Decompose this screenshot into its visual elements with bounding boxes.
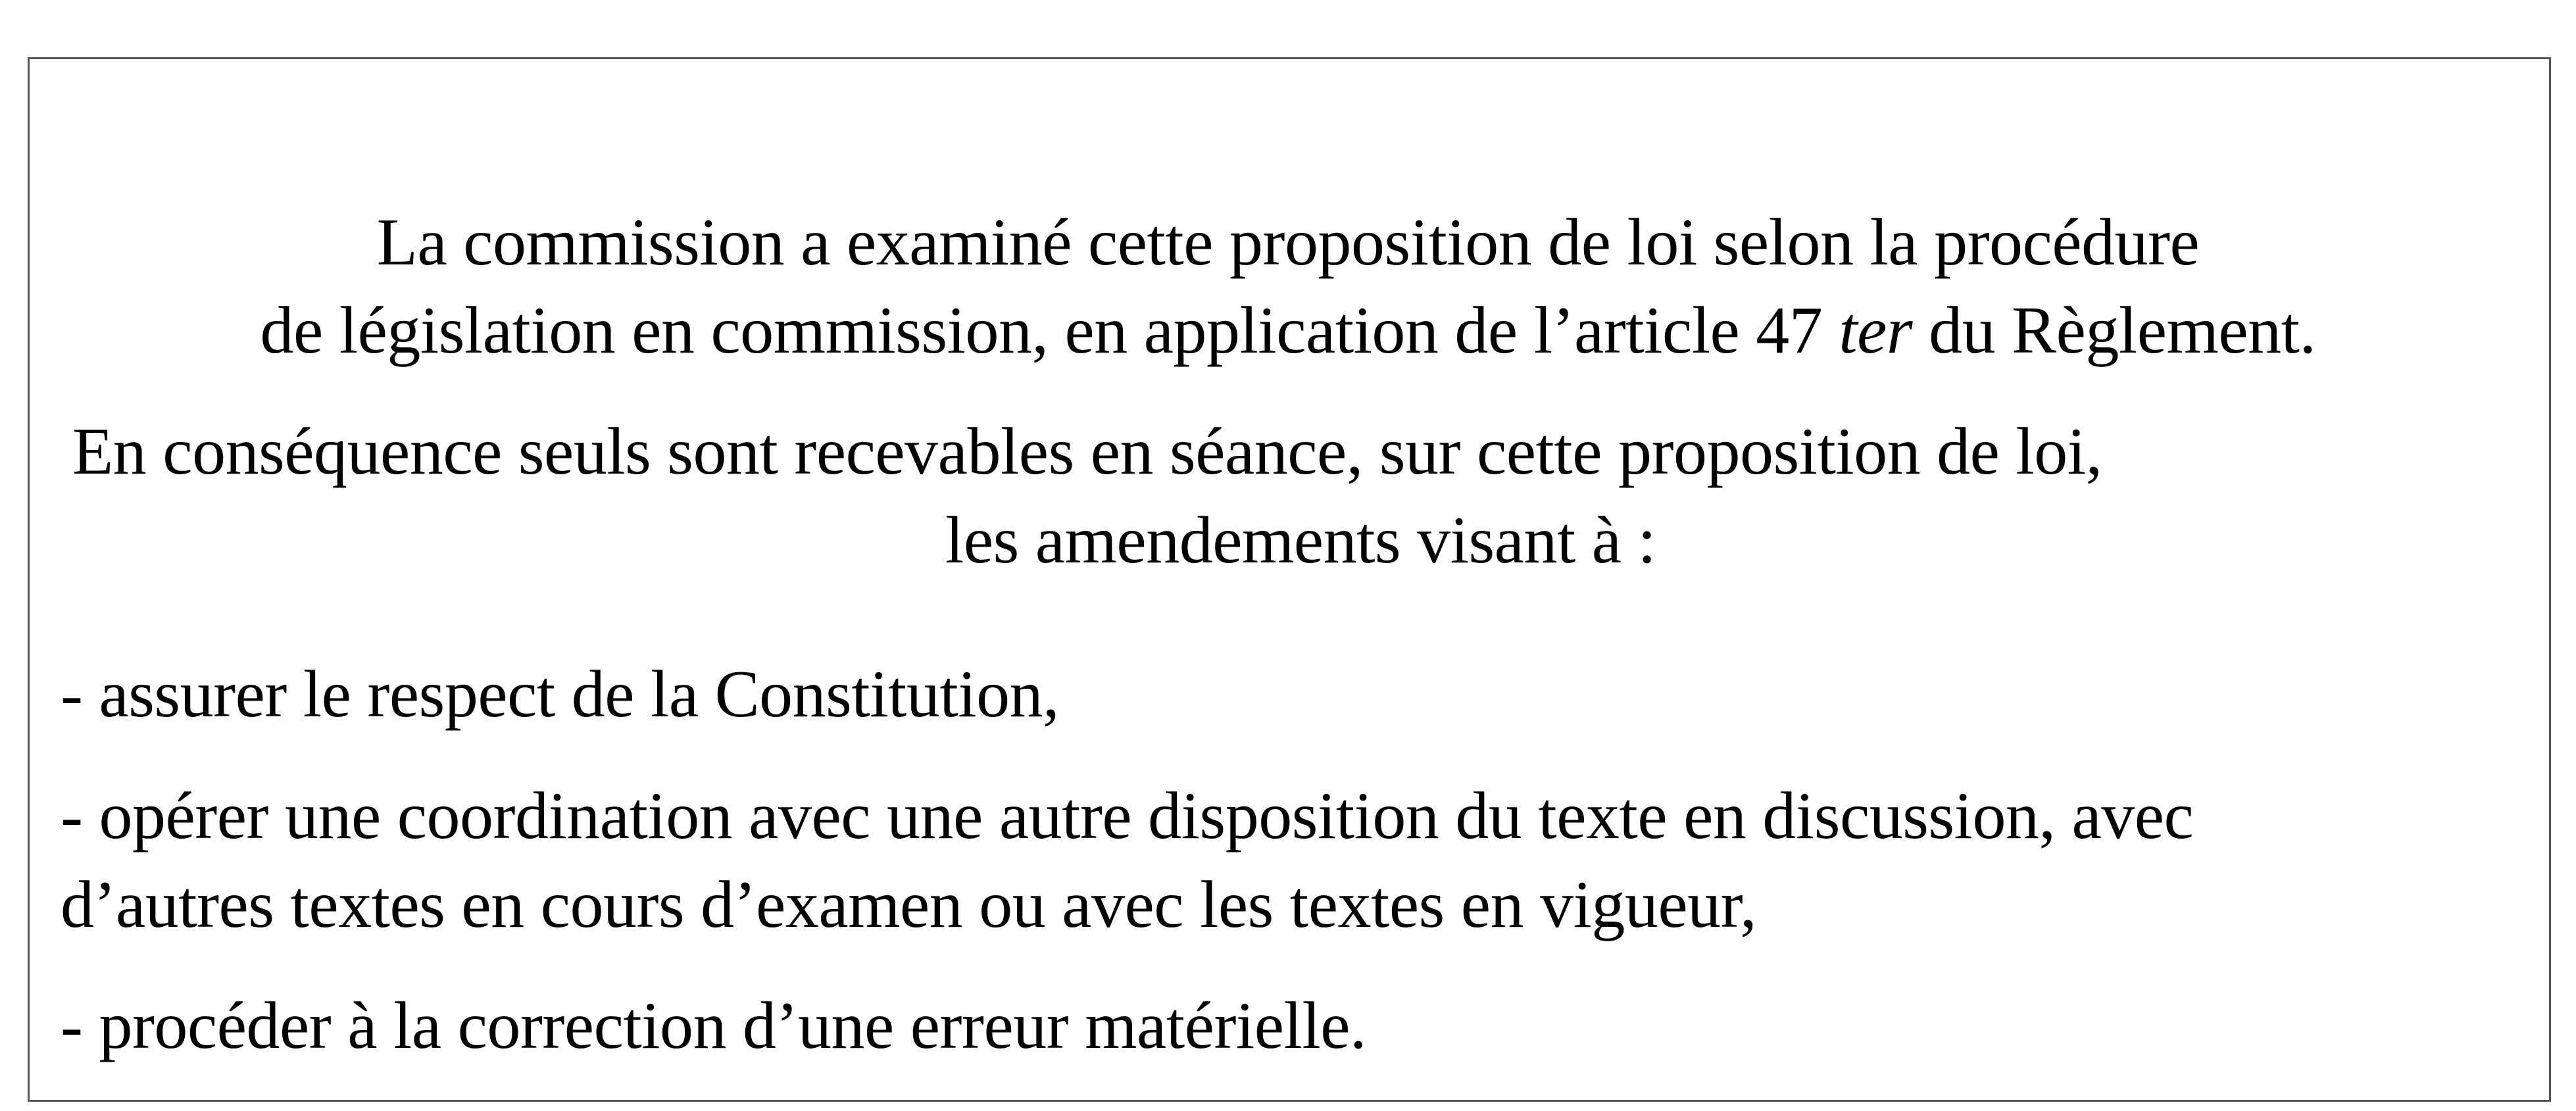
paragraph-1-line-2-start: de législation en commission, en application de l’article 47 [260, 293, 1839, 368]
paragraph-1-line-2-end: du Règlement. [1912, 293, 2316, 368]
list-item-constitution: - assurer le respect de la Constitution, [61, 657, 1060, 731]
list-item-coordination-line-2: d’autres textes en cours d’examen ou avec les textes en vigueur, [61, 868, 1757, 942]
paragraph-2-line-2: les amendements visant à : [945, 503, 1656, 578]
list-item-coordination-line-1: - opérer une coordination avec une autre disposition du texte en discussion, avec [61, 779, 2194, 853]
ter-italic: ter [1839, 293, 1913, 368]
paragraph-2-line-1: En conséquence seuls sont recevables en séance, sur cette proposition de loi, [72, 414, 2102, 489]
paragraph-1-line-2 [0, 293, 2576, 368]
paragraph-1-line-1: La commission a examiné cette proposition de loi selon la procédure [376, 205, 2200, 280]
list-item-correction: - procéder à la correction d’une erreur matérielle. [61, 989, 1366, 1063]
